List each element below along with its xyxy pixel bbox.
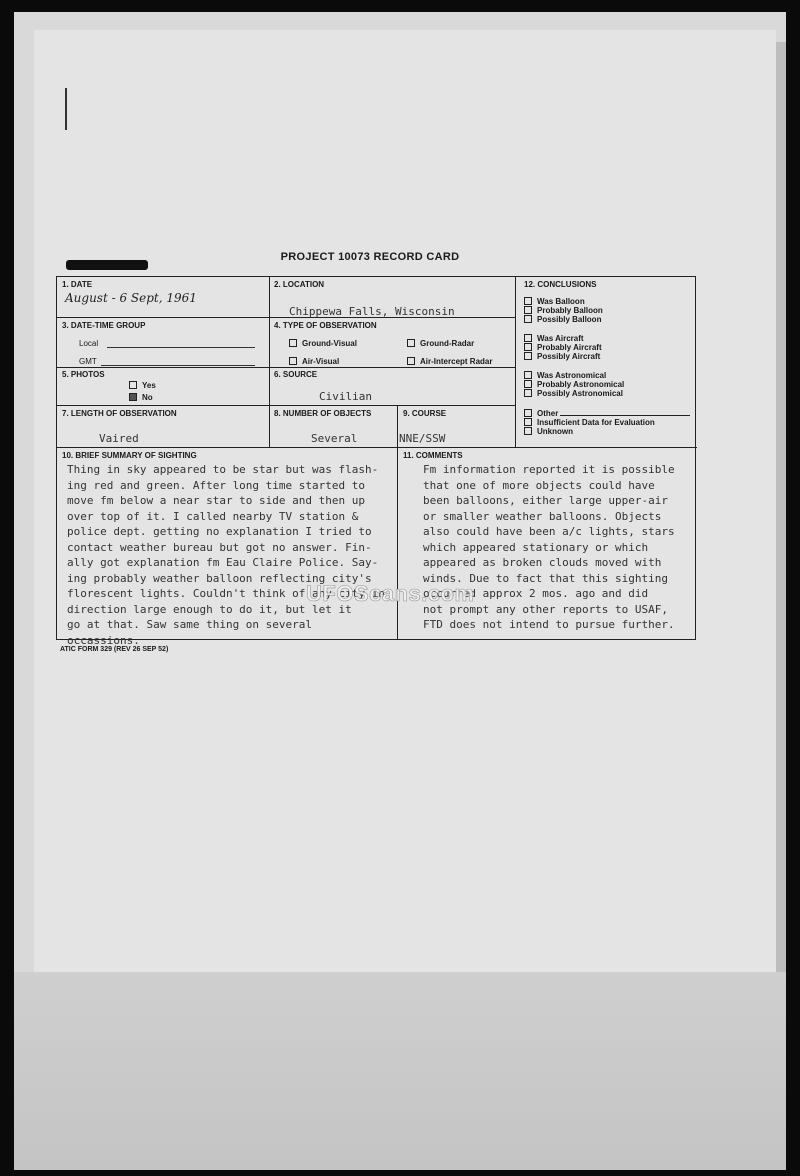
conclusion-option[interactable]: Probably Astronomical [524,380,624,389]
comments-label: 11. COMMENTS [403,451,463,460]
conclusion-option[interactable]: Other [524,409,690,418]
text-line: florescent lights. Couldn't think of any city in [67,587,385,600]
local-line [107,347,255,348]
date-label: 1. DATE [62,280,93,289]
checkbox[interactable] [524,371,532,379]
text-line: occurred approx 2 mos. ago and did [423,587,649,600]
text-line: not prompt any other reports to USAF, [423,602,669,616]
conclusions-label: 12. CONCLUSIONS [524,280,597,289]
checkbox[interactable] [524,427,532,435]
divider [269,277,270,447]
location-label: 2. LOCATION [274,280,325,289]
text-line: ing red and green. After long time started to [67,478,366,492]
conclusion-option[interactable]: Probably Aircraft [524,343,602,352]
air-visual-option[interactable]: Air-Visual [289,357,339,366]
divider [57,367,515,368]
text-line: or smaller weather balloons. Objects [423,509,662,523]
text-line: direction large enough to do it, but let it [67,602,352,616]
ground-radar-option[interactable]: Ground-Radar [407,339,474,348]
divider [57,447,697,448]
text-line: also could have been a/c lights, stars [423,525,675,538]
checkbox[interactable] [407,357,415,365]
text-line: which appeared stationary or which [423,540,649,554]
checkbox-checked[interactable] [129,393,137,401]
checkbox[interactable] [524,418,532,426]
watermark-text: UFOScans.com [306,581,475,606]
conclusions-other [524,409,690,437]
photos-no-option[interactable]: No [129,393,153,402]
conclusions-astronomical [524,371,624,399]
divider [57,405,515,406]
text-line: contact weather bureau but got no answer. Fin- [67,540,372,554]
conclusion-option[interactable]: Probably Balloon [524,306,603,315]
course-value: NNE/SSW [399,432,446,445]
conclusion-option[interactable]: Possibly Balloon [524,315,603,324]
conclusion-option[interactable]: Unknown [524,427,690,436]
conclusion-option[interactable]: Was Astronomical [524,371,624,380]
checkbox[interactable] [524,297,532,305]
gmt-label: GMT [79,357,97,366]
paper-lower-area [14,972,786,1170]
location-value: Chippewa Falls, Wisconsin [289,305,455,318]
observation-type-label: 4. TYPE OF OBSERVATION [274,321,377,330]
length-value: Vaired [99,432,139,445]
local-label: Local [79,339,99,348]
text-line: ing probably weather balloon reflecting city's [67,571,372,585]
text-line: Thing in sky appeared to be star but was flash- [67,463,379,476]
text-line: police dept. getting no explanation I tried to [67,525,372,538]
length-label: 7. LENGTH OF OBSERVATION [62,409,177,418]
text-line: that one of more objects could have [423,478,655,492]
card-title: PROJECT 10073 RECORD CARD [280,251,460,263]
photos-label: 5. PHOTOS [62,370,105,379]
summary-label: 10. BRIEF SUMMARY OF SIGHTING [62,451,197,460]
text-line: FTD does not intend to pursue further. [423,618,675,631]
form-number: ATIC FORM 329 (REV 26 SEP 52) [60,646,169,653]
conclusion-option[interactable]: Possibly Aircraft [524,352,602,361]
conclusions-aircraft [524,334,602,362]
checkbox[interactable] [129,381,137,389]
checkbox[interactable] [289,339,297,347]
summary-text [67,462,385,648]
conclusion-option[interactable]: Was Aircraft [524,334,602,343]
source-value: Civilian [319,390,372,403]
air-intercept-option[interactable]: Air-Intercept Radar [407,357,492,366]
conclusions-balloon [524,297,603,325]
checkbox[interactable] [407,339,415,347]
text-line: ally got explanation fm Eau Claire Police. Say- [67,556,379,569]
divider [515,277,516,447]
text-line: been balloons, either large upper-air [423,494,669,507]
checkbox[interactable] [524,409,532,417]
date-time-group-label: 3. DATE-TIME GROUP [62,321,146,330]
objects-value: Several [311,432,358,445]
objects-label: 8. NUMBER OF OBJECTS [274,409,372,418]
checkbox[interactable] [524,352,532,360]
course-label: 9. COURSE [403,409,447,418]
checkbox[interactable] [524,315,532,323]
checkbox[interactable] [289,357,297,365]
conclusion-option[interactable]: Insufficient Data for Evaluation [524,418,690,427]
conclusion-option[interactable]: Possibly Astronomical [524,389,624,398]
text-line: move fm below a near star to side and then up [67,494,366,507]
source-label: 6. SOURCE [274,370,318,379]
text-line: go at that. Saw same thing on several [67,618,313,631]
conclusion-option[interactable]: Was Balloon [524,297,603,306]
date-value: August - 6 Sept, 1961 [65,291,197,305]
checkbox[interactable] [524,389,532,397]
text-line: occassions. [67,633,140,647]
photos-yes-option[interactable]: Yes [129,381,156,390]
text-line: appeared as broken clouds moved with [423,556,662,569]
text-line: Fm information reported it is possible [423,463,675,476]
text-line: winds. Due to fact that this sighting [423,571,669,585]
checkbox[interactable] [524,343,532,351]
gmt-line [101,365,255,366]
text-line: over top of it. I called nearby TV station & [67,509,359,523]
paper-edge [776,42,786,972]
checkbox[interactable] [524,380,532,388]
checkbox[interactable] [524,334,532,342]
margin-mark [65,88,67,130]
checkbox[interactable] [524,306,532,314]
ground-visual-option[interactable]: Ground-Visual [289,339,357,348]
